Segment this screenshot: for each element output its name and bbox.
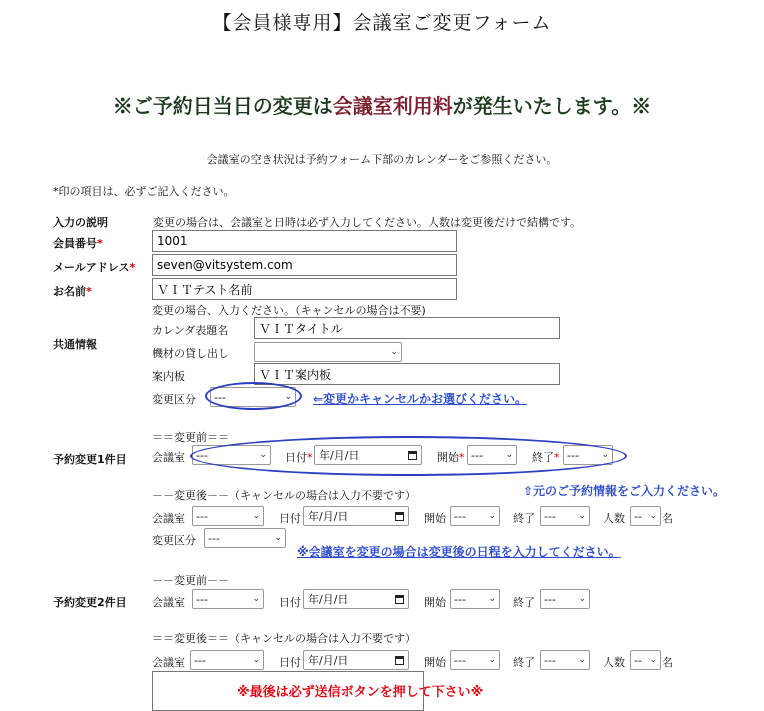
change1-date-input[interactable]: 年/月/日	[314, 445, 422, 465]
signboard-input[interactable]	[254, 363, 560, 385]
change1-people-select[interactable]: -- ⌄	[630, 506, 661, 526]
change2-start-select[interactable]: --- ⌄	[450, 589, 500, 609]
common-label: 共通情報	[53, 338, 97, 351]
change1-after-room-select[interactable]: --- ⌄	[192, 506, 264, 526]
change2-date-input[interactable]: 年/月/日	[303, 589, 409, 609]
chevron-down-icon: ⌄	[284, 392, 292, 402]
change1-room-select[interactable]: --- ⌄	[192, 445, 271, 465]
member-no-input[interactable]	[152, 230, 457, 252]
chevron-down-icon: ⌄	[601, 450, 609, 460]
name-label: お名前*	[53, 285, 92, 298]
change1-start-select[interactable]: --- ⌄	[467, 445, 517, 465]
chevron-down-icon: ⌄	[578, 511, 586, 521]
final-warning: ※最後は必ず送信ボタンを押して下さい※	[237, 685, 484, 700]
chevron-down-icon: ⌄	[649, 655, 657, 665]
change2-before-header: －－変更前－－	[152, 574, 229, 587]
change1-people-unit: 名	[662, 512, 673, 525]
change1-after-date-label: 日付	[279, 512, 301, 525]
warning-text-pre: ※ご予約日当日の変更は	[112, 94, 333, 118]
change1-label: 予約変更1件目	[53, 453, 127, 466]
change2-end-select[interactable]: --- ⌄	[540, 589, 590, 609]
common-note: 変更の場合、入力ください。（キャンセルの場合は不要)	[152, 304, 426, 317]
change2-end-label: 終了	[513, 596, 535, 609]
change1-after-date-input[interactable]: 年/月/日	[303, 506, 409, 526]
change1-after-end-select[interactable]: --- ⌄	[540, 506, 590, 526]
change2-room-label: 会議室	[152, 596, 185, 609]
change2-after-room-label: 会議室	[152, 656, 185, 669]
email-input[interactable]	[152, 254, 457, 276]
calendar-title-input[interactable]	[254, 317, 560, 339]
change-type-hint: ⇐変更かキャンセルかお選びください。	[313, 392, 528, 406]
change1-after-start-label: 開始	[424, 512, 446, 525]
signboard-label: 案内板	[152, 370, 185, 383]
change1-after-start-select[interactable]: --- ⌄	[450, 506, 500, 526]
calendar-icon	[395, 595, 404, 604]
warning-text-post: が発生いたします。※	[452, 94, 652, 118]
equipment-label: 機材の貸し出し	[152, 347, 229, 360]
change1-people-label: 人数	[603, 512, 625, 525]
chevron-down-icon: ⌄	[488, 655, 496, 665]
availability-note: 会議室の空き状況は予約フォーム下部のカレンダーをご参照ください。	[206, 153, 558, 166]
change1-room-label: 会議室	[152, 451, 185, 464]
chevron-down-icon: ⌄	[259, 450, 267, 460]
change2-after-date-input[interactable]: 年/月/日	[303, 650, 409, 670]
chevron-down-icon: ⌄	[252, 511, 260, 521]
change2-date-label: 日付	[279, 596, 301, 609]
change2-label: 予約変更2件目	[53, 596, 127, 609]
chevron-down-icon: ⌄	[274, 533, 282, 543]
calendar-icon	[395, 656, 404, 665]
change1-after-header: －－変更後－－（キャンセルの場合は入力不要です）	[152, 489, 416, 502]
change2-after-date-label: 日付	[279, 656, 301, 669]
change1-before-header: ＝＝変更前＝＝	[152, 431, 229, 444]
change1-end-select[interactable]: --- ⌄	[563, 445, 613, 465]
change1-hint: ⇧元のご予約情報をご入力ください。	[523, 484, 726, 498]
change2-people-unit: 名	[662, 656, 673, 669]
change2-after-room-select[interactable]: --- ⌄	[190, 650, 264, 670]
chevron-down-icon: ⌄	[488, 511, 496, 521]
chevron-down-icon: ⌄	[649, 511, 657, 521]
warning-text-fee: 会議室利用料	[332, 94, 453, 118]
name-input[interactable]	[152, 278, 457, 300]
change2-people-label: 人数	[603, 656, 625, 669]
change1-type-select[interactable]: --- ⌄	[204, 528, 286, 548]
chevron-down-icon: ⌄	[390, 347, 398, 357]
change-type-label: 変更区分	[152, 393, 196, 406]
change2-after-end-select[interactable]: --- ⌄	[540, 650, 590, 670]
change1-after-end-label: 終了	[513, 512, 535, 525]
change1-after-room-label: 会議室	[152, 512, 185, 525]
change2-people-select[interactable]: -- ⌄	[630, 650, 661, 670]
highlight-ellipse	[205, 382, 302, 410]
email-label: メールアドレス*	[53, 261, 136, 274]
chevron-down-icon: ⌄	[252, 655, 260, 665]
input-desc-text: 変更の場合は、会議室と日時は必ず入力してください。人数は変更後だけで結構です。	[153, 216, 582, 229]
input-desc-label: 入力の説明	[53, 216, 108, 229]
change1-date-label: 日付*	[285, 451, 313, 464]
change2-after-start-select[interactable]: --- ⌄	[450, 650, 500, 670]
change2-room-select[interactable]: --- ⌄	[192, 589, 264, 609]
same-day-warning	[0, 90, 764, 119]
chevron-down-icon: ⌄	[505, 450, 513, 460]
change2-after-header: ＝＝変更後＝＝（キャンセルの場合は入力不要です）	[152, 632, 416, 645]
calendar-icon	[395, 512, 404, 521]
change-type-select[interactable]: --- ⌄	[210, 387, 296, 407]
calendar-title-label: カレンダ表題名	[152, 324, 229, 337]
change2-after-start-label: 開始	[424, 656, 446, 669]
change2-after-end-label: 終了	[513, 656, 535, 669]
highlight-ellipse	[190, 436, 627, 476]
equipment-select[interactable]	[254, 342, 402, 362]
change1-start-label: 開始*	[437, 451, 465, 464]
room-change-hint: ※会議室を変更の場合は変更後の日程を入力してください。	[297, 545, 621, 559]
change2-start-label: 開始	[424, 596, 446, 609]
chevron-down-icon: ⌄	[578, 655, 586, 665]
member-no-label: 会員番号*	[53, 237, 103, 250]
page-title: 【会員様専用】会議室ご変更フォーム	[212, 12, 552, 34]
required-note: *印の項目は、必ずご記入ください。	[53, 185, 235, 198]
change1-end-label: 終了*	[532, 451, 560, 464]
chevron-down-icon: ⌄	[488, 594, 496, 604]
change1-type-label: 変更区分	[152, 534, 196, 547]
chevron-down-icon: ⌄	[578, 594, 586, 604]
chevron-down-icon: ⌄	[252, 594, 260, 604]
